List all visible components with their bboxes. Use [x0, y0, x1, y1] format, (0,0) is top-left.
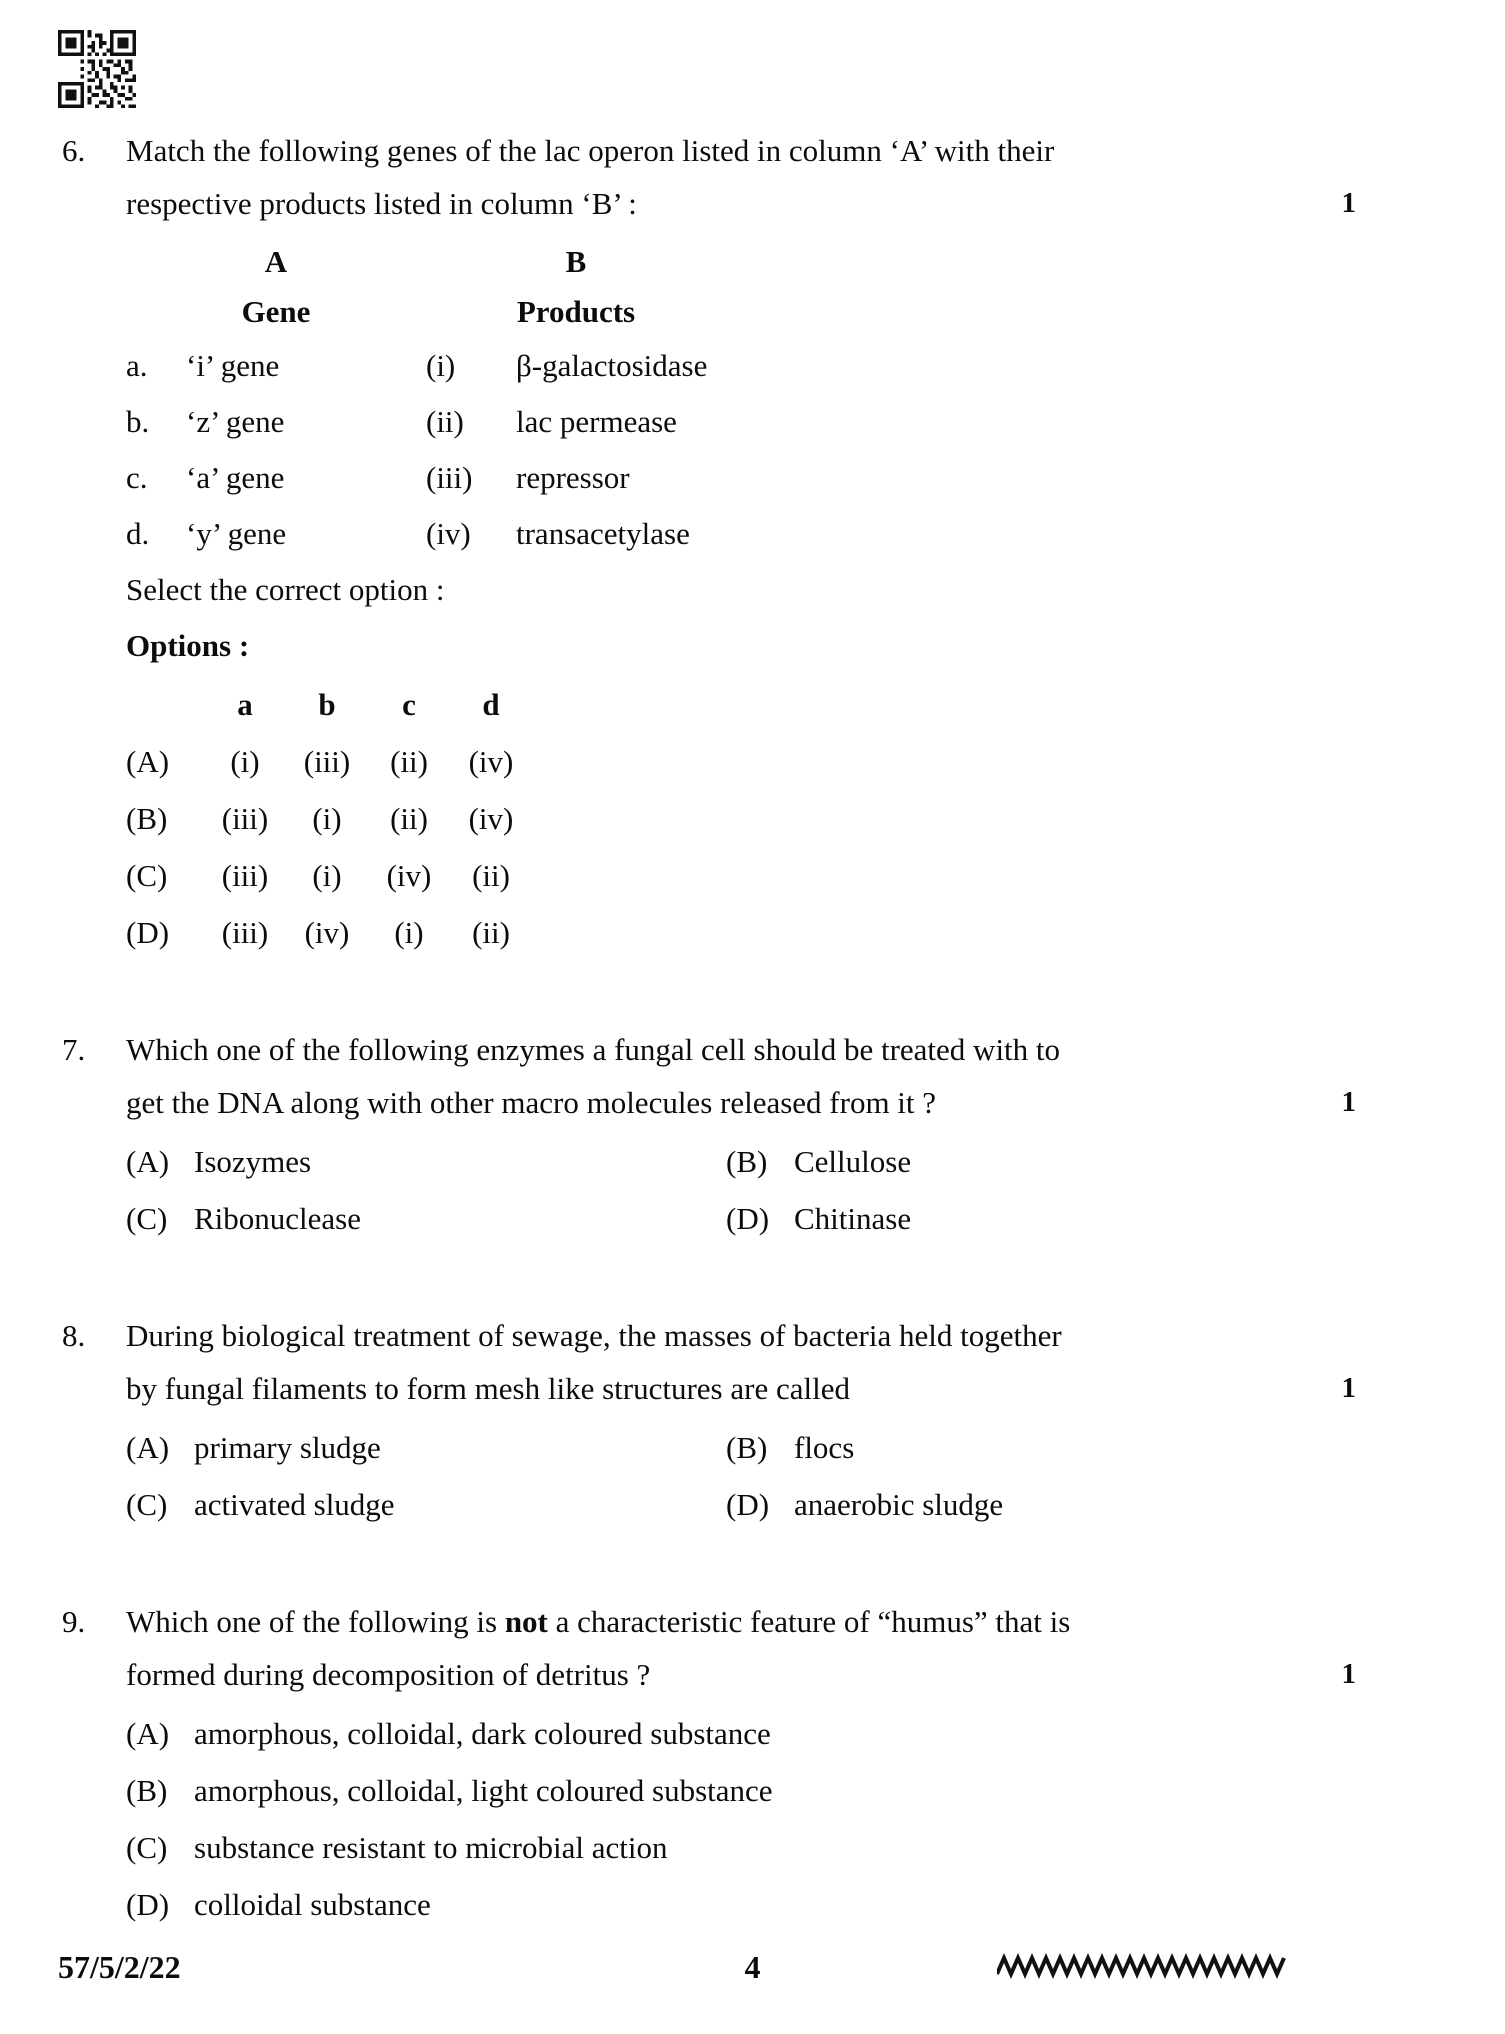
option-c[interactable]: [126, 1476, 726, 1533]
option-text: amorphous, colloidal, dark coloured substance: [194, 1716, 771, 1751]
answer-option-a[interactable]: [126, 733, 1448, 790]
option-tag: (C): [126, 1487, 168, 1522]
question-9-marks: 1: [1341, 1658, 1356, 1690]
column-b-subtitle: Products: [516, 294, 636, 329]
question-7-marks: 1: [1341, 1086, 1356, 1118]
option-value: (i): [230, 744, 260, 779]
option-tag: (C): [126, 1830, 168, 1865]
question-7-stem: [126, 1023, 1448, 1129]
option-value: (i): [312, 858, 342, 893]
option-value: (iii): [221, 858, 269, 893]
question-8-stem-line-2: by fungal filaments to form mesh like structures are called: [126, 1371, 850, 1406]
question-6-marks: 1: [1341, 187, 1356, 219]
match-roman: (ii): [426, 404, 464, 439]
page-footer: [58, 1944, 1447, 1990]
grid-header-d: d: [482, 687, 500, 722]
question-7-number: 7.: [62, 1032, 86, 1067]
answer-option-b[interactable]: [126, 790, 1448, 847]
option-tag: (B): [726, 1430, 768, 1465]
option-text: Cellulose: [794, 1144, 912, 1179]
option-value: (iv): [468, 744, 514, 779]
question-8: [58, 1309, 1448, 1533]
match-label: d.: [126, 516, 150, 551]
match-product: repressor: [516, 460, 630, 495]
question-9-stem-line-1: [126, 1595, 1356, 1648]
option-tag: (A): [126, 1144, 170, 1179]
option-text: Ribonuclease: [194, 1201, 362, 1236]
option-tag: (B): [126, 801, 168, 836]
question-6-stem-line-2: respective products listed in column ‘B’ :: [126, 186, 637, 221]
match-column-subtitles: [126, 286, 1448, 338]
question-7-stem-line-2: get the DNA along with other macro molecules released from it ?: [126, 1085, 937, 1120]
questions-container: [58, 124, 1448, 1933]
question-9-stem-part-1: Which one of the following is: [126, 1604, 505, 1639]
option-row: [126, 1705, 1448, 1762]
option-text: flocs: [794, 1430, 855, 1465]
match-gene: ‘a’ gene: [186, 460, 285, 495]
match-gene: ‘i’ gene: [186, 348, 280, 383]
option-row: [126, 1762, 1448, 1819]
question-9-stem-part-2: a characteristic feature of “humus” that is: [547, 1604, 1071, 1639]
question-7-options: [126, 1133, 1448, 1247]
match-row: [126, 506, 1448, 562]
option-tag: (D): [126, 1887, 170, 1922]
match-product: transacetylase: [516, 516, 690, 551]
option-row: [126, 1876, 1448, 1933]
option-value: (ii): [472, 915, 510, 950]
question-8-number: 8.: [62, 1318, 86, 1353]
option-c[interactable]: [126, 1819, 1448, 1876]
option-value: (iv): [468, 801, 514, 836]
match-gene: ‘z’ gene: [186, 404, 285, 439]
option-d[interactable]: [726, 1190, 1326, 1247]
option-tag: (A): [126, 744, 170, 779]
question-8-stem-line-1: During biological treatment of sewage, the masses of bacteria held together: [126, 1318, 1062, 1353]
spacer: [58, 1533, 1448, 1595]
match-roman: (iv): [426, 516, 471, 551]
option-row: [126, 1419, 1448, 1476]
option-text: colloidal substance: [194, 1887, 431, 1922]
select-instruction: Select the correct option :: [126, 572, 445, 607]
column-a-title: A: [264, 244, 288, 279]
question-8-stem: [126, 1309, 1448, 1415]
option-b[interactable]: [726, 1133, 1326, 1190]
options-label: Options :: [126, 628, 250, 663]
option-value: (ii): [390, 744, 428, 779]
option-text: activated sludge: [194, 1487, 395, 1522]
option-tag: (C): [126, 858, 168, 893]
question-9-stem-line-2: formed during decomposition of detritus ?: [126, 1657, 651, 1692]
option-b[interactable]: [726, 1419, 1326, 1476]
option-value: (i): [312, 801, 342, 836]
option-tag: (D): [126, 915, 170, 950]
option-a[interactable]: [126, 1705, 1448, 1762]
question-6-number: 6.: [62, 133, 86, 168]
option-value: (iv): [304, 915, 350, 950]
option-a[interactable]: [126, 1133, 726, 1190]
question-9-number: 9.: [62, 1604, 86, 1639]
match-roman: (iii): [426, 460, 473, 495]
option-value: (iii): [221, 801, 269, 836]
question-7-stem-line-1: Which one of the following enzymes a fungal cell should be treated with to: [126, 1032, 1061, 1067]
option-value: (iii): [221, 915, 269, 950]
question-8-marks: 1: [1341, 1372, 1356, 1404]
column-a-subtitle: Gene: [241, 294, 311, 329]
paper-code: 57/5/2/22: [58, 1949, 181, 1985]
option-d[interactable]: [126, 1876, 1448, 1933]
option-tag: (A): [126, 1430, 170, 1465]
option-value: (ii): [472, 858, 510, 893]
match-product: β-galactosidase: [516, 348, 708, 383]
option-text: primary sludge: [194, 1430, 381, 1465]
column-b-title: B: [565, 244, 587, 279]
grid-header-a: a: [237, 687, 253, 722]
option-tag: (B): [726, 1144, 768, 1179]
question-6: [58, 124, 1448, 961]
option-b[interactable]: [126, 1762, 1448, 1819]
answer-grid-header: [126, 676, 1448, 733]
answer-option-c[interactable]: [126, 847, 1448, 904]
option-value: (iii): [303, 744, 351, 779]
zigzag-line-icon: [997, 1952, 1287, 1982]
match-roman: (i): [426, 348, 456, 383]
option-text: Isozymes: [194, 1144, 312, 1179]
option-row: [126, 1819, 1448, 1876]
answer-options-grid: [126, 676, 1448, 961]
option-row: [126, 1133, 1448, 1190]
qr-code-icon: [58, 30, 136, 108]
option-tag: (C): [126, 1201, 168, 1236]
option-tag: (B): [126, 1773, 168, 1808]
option-text: amorphous, colloidal, light coloured substance: [194, 1773, 773, 1808]
spacer: [58, 1247, 1448, 1309]
match-row: [126, 394, 1448, 450]
match-product: lac permease: [516, 404, 677, 439]
option-value: (ii): [390, 801, 428, 836]
match-label: c.: [126, 460, 148, 495]
question-9-stem: [126, 1595, 1448, 1701]
match-column-titles: [126, 238, 1448, 286]
question-9-options: [126, 1705, 1448, 1933]
option-tag: (D): [726, 1487, 770, 1522]
match-row: [126, 450, 1448, 506]
option-text: Chitinase: [794, 1201, 912, 1236]
question-9: [58, 1595, 1448, 1933]
grid-header-b: b: [318, 687, 336, 722]
option-value: (iv): [386, 858, 432, 893]
option-tag: (D): [726, 1201, 770, 1236]
option-row: [126, 1190, 1448, 1247]
option-d[interactable]: [726, 1476, 1326, 1533]
question-6-stem-line-1: Match the following genes of the lac operon listed in column ‘A’ with their: [126, 133, 1055, 168]
option-text: substance resistant to microbial action: [194, 1830, 668, 1865]
match-label: b.: [126, 404, 150, 439]
question-8-options: [126, 1419, 1448, 1533]
option-a[interactable]: [126, 1419, 726, 1476]
match-label: a.: [126, 348, 148, 383]
question-6-stem: [126, 124, 1448, 230]
match-row: [126, 338, 1448, 394]
match-gene: ‘y’ gene: [186, 516, 287, 551]
option-value: (i): [394, 915, 424, 950]
grid-header-c: c: [402, 687, 416, 722]
option-tag: (A): [126, 1716, 170, 1751]
answer-option-d[interactable]: [126, 904, 1448, 961]
spacer: [58, 961, 1448, 1023]
question-9-stem-emphasis: not: [504, 1604, 548, 1639]
page-number: 4: [744, 1949, 761, 1985]
option-text: anaerobic sludge: [794, 1487, 1004, 1522]
option-c[interactable]: [126, 1190, 726, 1247]
question-7: [58, 1023, 1448, 1247]
option-row: [126, 1476, 1448, 1533]
